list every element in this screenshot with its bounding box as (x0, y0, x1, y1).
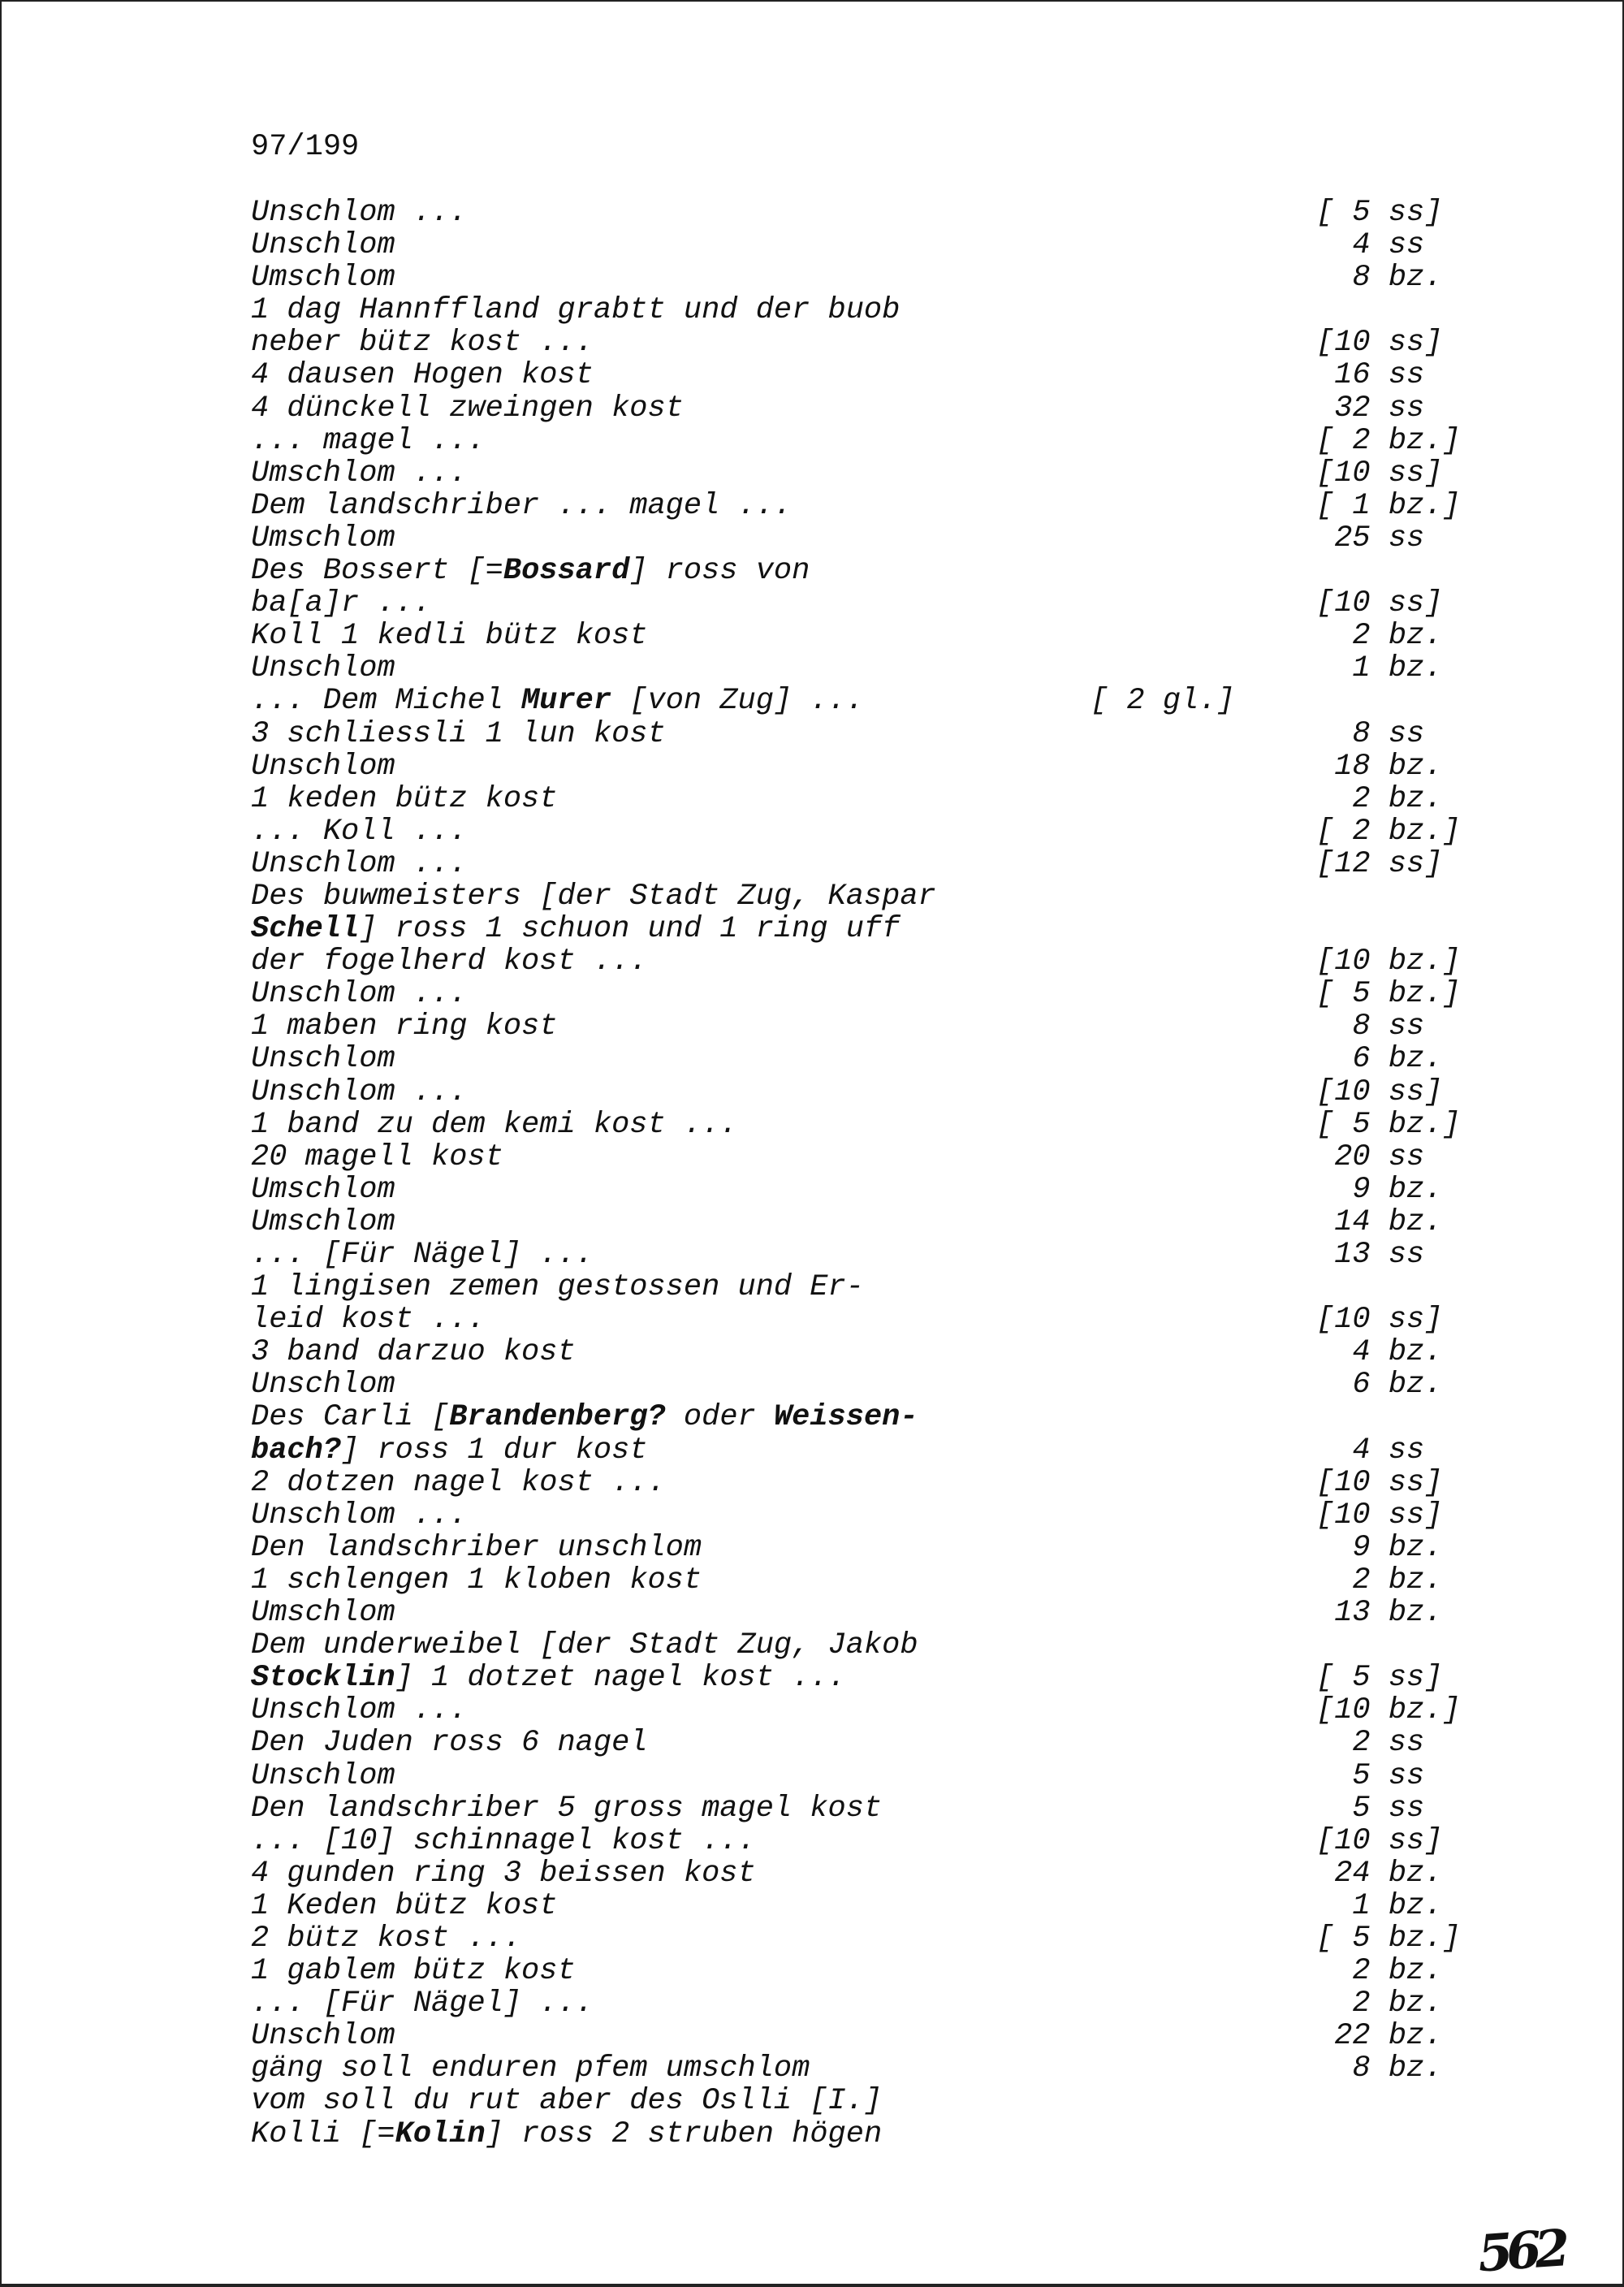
entry-line (251, 1597, 1591, 1629)
entry-amount: 8 ss (1316, 716, 1425, 751)
entry-text: der fogelherd kost ... (251, 945, 648, 979)
entry-description (251, 1433, 648, 1468)
entry-description (251, 684, 864, 718)
entry-description (251, 586, 431, 620)
entry-line (251, 1987, 1591, 2020)
entry-description (251, 521, 395, 556)
entry-line (251, 262, 1591, 294)
entry-amount: 5 ss (1316, 1791, 1425, 1826)
entry-text: ... [Für Nägel] ... (251, 1987, 594, 2021)
entry-line (251, 1857, 1591, 1890)
entry-text: 1 maben ring kost (251, 1009, 558, 1044)
entry-line (251, 848, 1591, 880)
entry-line (251, 1043, 1591, 1075)
entry-line (251, 718, 1591, 750)
entry-description (251, 1531, 702, 1565)
entry-description (251, 717, 666, 751)
entry-amount: 4 ss (1316, 1433, 1425, 1468)
entry-text: neber bütz kost ... (251, 326, 594, 361)
entry-description (251, 1498, 467, 1533)
entry-amount: 1 bz. (1316, 1888, 1443, 1923)
entry-description (251, 261, 395, 295)
entry-text: ] ross von (629, 554, 810, 589)
entry-text: 3 schliessli 1 lun kost (251, 716, 666, 751)
entry-description (251, 2051, 810, 2086)
entry-amount: [10 ss] (1316, 326, 1443, 361)
entry-description (251, 489, 792, 523)
editorial-name-bold: Schell (251, 912, 360, 947)
entry-text: Des buwmeisters [der Stadt Zug, Kaspar (251, 879, 936, 914)
entry-description (251, 880, 936, 914)
entry-amount: 5 ss (1316, 1758, 1425, 1793)
entry-amount-gulden: [ 2 gl.] (1091, 684, 1235, 719)
entry-text: Umschlom (251, 521, 395, 556)
entry-text: ] ross 1 dur kost (341, 1433, 648, 1468)
entry-amount: [ 2 bz.] (1316, 814, 1461, 849)
entry-text: Unschlom ... (251, 846, 468, 881)
entry-line (251, 1760, 1591, 1792)
entry-amount: [10 bz.] (1316, 1693, 1461, 1728)
entry-line (251, 587, 1591, 620)
editorial-name-bold: Bossard (503, 554, 630, 589)
entry-line (251, 1336, 1591, 1368)
entry-amount: [10 ss] (1316, 456, 1443, 491)
entry-description (251, 1889, 557, 1923)
entry-amount: 2 bz. (1316, 1987, 1443, 2021)
entry-line (251, 1922, 1591, 1955)
entry-line (251, 359, 1591, 391)
entry-amount: 18 bz. (1316, 749, 1443, 784)
entry-description (251, 1075, 467, 1109)
entry-amount: [10 ss] (1316, 1498, 1443, 1533)
entry-line (251, 229, 1591, 262)
entry-text: Den landschriber 5 gross magel kost (251, 1791, 883, 1826)
entry-line (251, 1564, 1591, 1597)
entry-text: Umschlom ... (251, 456, 468, 491)
entry-description (251, 2084, 882, 2118)
entry-line (251, 2085, 1591, 2117)
entry-description (251, 651, 395, 685)
entry-description (251, 750, 395, 784)
entry-amount: [10 bz.] (1316, 945, 1461, 979)
entry-description (251, 619, 647, 653)
entry-line (251, 1401, 1591, 1433)
entry-line (251, 490, 1591, 522)
entry-text: oder (665, 1400, 774, 1435)
entry-line (251, 197, 1591, 229)
entry-line (251, 425, 1591, 457)
entry-description (251, 1042, 395, 1076)
entry-line (251, 880, 1591, 913)
entry-text: 1 keden bütz kost (251, 781, 558, 816)
entry-text: Unschlom ... (251, 1074, 468, 1109)
entry-description (251, 1335, 576, 1369)
entry-amount: [10 ss] (1316, 1303, 1443, 1338)
entry-text: Unschlom ... (251, 977, 468, 1012)
entry-amount: [ 1 bz.] (1316, 488, 1461, 523)
entry-text: Unschlom (251, 2019, 395, 2054)
entry-line (251, 294, 1591, 326)
entry-text: ... Dem Michel (251, 684, 522, 719)
entry-line (251, 652, 1591, 685)
entry-description (251, 1857, 756, 1891)
entry-amount: [ 5 bz.] (1316, 977, 1461, 1012)
entry-amount: 9 bz. (1316, 1172, 1443, 1207)
entry-text: Des Carli [ (251, 1400, 450, 1435)
entry-description (251, 1205, 395, 1239)
entry-line (251, 1109, 1591, 1141)
entry-amount: 4 ss (1316, 228, 1425, 263)
entry-description (251, 1400, 918, 1434)
entry-amount: 8 ss (1316, 1009, 1425, 1044)
entry-amount: 2 bz. (1316, 619, 1443, 654)
entry-description (251, 196, 467, 230)
entry-amount: [ 2 bz.] (1316, 423, 1461, 458)
entry-text: Umschlom (251, 1204, 395, 1239)
entry-line (251, 783, 1591, 815)
account-entries (251, 197, 1591, 2151)
entry-description (251, 1466, 666, 1500)
editorial-name-bold: Brandenberg? (449, 1400, 666, 1435)
entry-text: 4 gunden ring 3 beissen kost (251, 1856, 756, 1891)
entry-line (251, 2052, 1591, 2085)
entry-line (251, 1662, 1591, 1694)
entry-text: ... [Für Nägel] ... (251, 1238, 594, 1272)
entry-line (251, 326, 1591, 359)
entry-line (251, 1076, 1591, 1109)
entry-description (251, 456, 467, 491)
entry-text: 1 gablem bütz kost (251, 1954, 576, 1989)
entry-amount: 2 ss (1316, 1726, 1425, 1761)
entry-line (251, 522, 1591, 555)
entry-description (251, 1303, 486, 1337)
entry-amount: [10 ss] (1316, 1074, 1443, 1109)
entry-description (251, 1368, 395, 1402)
entry-amount: 14 bz. (1316, 1204, 1443, 1239)
entry-text: 1 lingisen zemen gestossen und Er- (251, 1270, 864, 1305)
entry-text: 3 band darzuo kost (251, 1335, 576, 1370)
entry-amount: 16 ss (1316, 358, 1425, 393)
entry-amount: 1 bz. (1316, 651, 1443, 686)
entry-text: Unschlom ... (251, 196, 468, 230)
entry-description (251, 1792, 882, 1826)
entry-line (251, 1206, 1591, 1239)
entry-description (251, 1140, 503, 1174)
entry-description (251, 554, 810, 588)
entry-line (251, 913, 1591, 945)
entry-description (251, 1628, 918, 1662)
entry-line (251, 1890, 1591, 1922)
entry-amount: 20 ss (1316, 1139, 1425, 1174)
entry-line (251, 1010, 1591, 1043)
entry-line (251, 1629, 1591, 1662)
entry-description (251, 2117, 882, 2151)
entry-line (251, 978, 1591, 1010)
entry-description (251, 228, 395, 262)
entry-text: Unschlom ... (251, 1498, 468, 1533)
entry-text: gäng soll enduren pfem umschlom (251, 2051, 810, 2086)
entry-description (251, 1661, 846, 1695)
entry-text: [von Zug] ... (611, 684, 864, 719)
entry-amount: 2 bz. (1316, 1954, 1443, 1989)
entry-line (251, 1955, 1591, 1987)
entry-text: 2 bütz kost ... (251, 1921, 522, 1956)
editorial-name-bold: Murer (521, 684, 612, 719)
entry-line (251, 685, 1591, 717)
entry-text: Unschlom (251, 1042, 395, 1077)
entry-description (251, 326, 594, 360)
entry-amount: [12 ss] (1316, 846, 1443, 881)
entry-amount: [10 ss] (1316, 586, 1443, 621)
entry-amount: 8 bz. (1316, 2051, 1443, 2086)
entry-line (251, 945, 1591, 978)
entry-text: Kolli [= (251, 2116, 395, 2151)
entry-description (251, 1954, 576, 1988)
entry-line (251, 815, 1591, 848)
entry-amount: 2 bz. (1316, 781, 1443, 816)
entry-description (251, 1270, 864, 1304)
entry-text: ... Koll ... (251, 814, 468, 849)
entry-text: Umschlom (251, 1172, 395, 1207)
entry-description (251, 1596, 395, 1630)
entry-line (251, 750, 1591, 783)
entry-description (251, 1108, 738, 1142)
entry-description (251, 1693, 467, 1727)
entry-description (251, 912, 900, 946)
entry-description (251, 2019, 395, 2053)
entry-line (251, 1825, 1591, 1857)
entry-description (251, 358, 594, 392)
entry-description (251, 1987, 594, 2021)
entry-description (251, 977, 467, 1011)
entry-text: 20 magell kost (251, 1139, 503, 1174)
entry-description (251, 424, 486, 458)
entry-description (251, 1238, 594, 1272)
entry-amount: 6 bz. (1316, 1042, 1443, 1077)
entry-amount: 25 ss (1316, 521, 1425, 556)
entry-amount: 6 bz. (1316, 1368, 1443, 1403)
entry-line (251, 1141, 1591, 1174)
entry-description (251, 1563, 702, 1597)
entry-text: ] ross 2 struben högen (485, 2116, 883, 2151)
page-reference: 97/199 (251, 130, 360, 164)
entry-text: Koll 1 kedli bütz kost (251, 619, 648, 654)
entry-line (251, 1271, 1591, 1303)
entry-text: Den Juden ross 6 nagel (251, 1726, 648, 1761)
entry-text: 1 schlengen 1 kloben kost (251, 1563, 702, 1597)
entry-line (251, 2118, 1591, 2151)
entry-line (251, 1532, 1591, 1564)
entry-text: 1 dag Hannffland grabtt und der buob (251, 293, 901, 328)
entry-amount: 4 bz. (1316, 1335, 1443, 1370)
entry-line (251, 1467, 1591, 1499)
entry-description (251, 1922, 521, 1956)
entry-text: Unschlom (251, 749, 395, 784)
entry-description (251, 1009, 557, 1044)
editorial-name-bold: bach? (251, 1433, 342, 1468)
entry-text: leid kost ... (251, 1303, 486, 1338)
entry-text: Unschlom ... (251, 1693, 468, 1728)
entry-text: Des Bossert [= (251, 554, 503, 589)
entry-description (251, 782, 557, 816)
entry-text: Umschlom (251, 261, 395, 296)
entry-line (251, 1727, 1591, 1759)
entry-amount: [ 5 ss] (1316, 1661, 1443, 1696)
entry-text: Den landschriber unschlom (251, 1530, 702, 1565)
entry-description (251, 1824, 756, 1858)
entry-line (251, 1368, 1591, 1401)
entry-amount: 32 ss (1316, 391, 1425, 426)
entry-text: 4 dünckell zweingen kost (251, 391, 684, 426)
entry-line (251, 1303, 1591, 1336)
entry-description (251, 1759, 395, 1793)
entry-text: 2 dotzen nagel kost ... (251, 1465, 666, 1500)
entry-description (251, 815, 467, 849)
entry-text: ba[a]r ... (251, 586, 432, 621)
entry-amount: 9 bz. (1316, 1530, 1443, 1565)
handwritten-folio-number: 562 (1475, 2218, 1566, 2284)
entry-text: ] ross 1 schuon und 1 ring uff (359, 912, 901, 947)
entry-text: Dem underweibel [der Stadt Zug, Jakob (251, 1628, 918, 1663)
entry-text: Unschlom (251, 1758, 395, 1793)
entry-line (251, 1174, 1591, 1206)
entry-line (251, 1792, 1591, 1825)
entry-text: 1 Keden bütz kost (251, 1888, 558, 1923)
entry-line (251, 1499, 1591, 1532)
entry-text: 4 dausen Hogen kost (251, 358, 594, 393)
entry-text: Unschlom (251, 651, 395, 686)
editorial-name-bold: Stocklin (251, 1661, 395, 1696)
entry-text: ] 1 dotzet nagel kost ... (395, 1661, 846, 1696)
entry-description (251, 391, 684, 426)
entry-text: 1 band zu dem kemi kost ... (251, 1107, 738, 1142)
entry-line (251, 1694, 1591, 1727)
entry-description (251, 1726, 647, 1760)
editorial-name-bold: Weissen- (773, 1400, 918, 1435)
entry-text: Unschlom (251, 228, 395, 263)
editorial-name-bold: Kolin (395, 2116, 486, 2151)
entry-line (251, 392, 1591, 425)
entry-description (251, 293, 900, 327)
entry-text: ... [10] schinnagel kost ... (251, 1823, 756, 1858)
entry-amount: [10 ss] (1316, 1823, 1443, 1858)
entry-line (251, 1239, 1591, 1271)
entry-amount: 13 ss (1316, 1238, 1425, 1272)
entry-line (251, 620, 1591, 652)
entry-amount: 24 bz. (1316, 1856, 1443, 1891)
entry-text: Unschlom (251, 1368, 395, 1403)
entry-amount: 13 bz. (1316, 1596, 1443, 1631)
entry-amount: 2 bz. (1316, 1563, 1443, 1597)
entry-line (251, 1434, 1591, 1467)
entry-line (251, 555, 1591, 587)
entry-amount: 8 bz. (1316, 261, 1443, 296)
entry-amount: [10 ss] (1316, 1465, 1443, 1500)
entry-text: Dem landschriber ... magel ... (251, 488, 793, 523)
entry-amount: 22 bz. (1316, 2019, 1443, 2054)
entry-line (251, 2020, 1591, 2052)
entry-text: ... magel ... (251, 423, 486, 458)
entry-description (251, 847, 467, 881)
entry-amount: [ 5 ss] (1316, 196, 1443, 230)
entry-text: Umschlom (251, 1596, 395, 1631)
entry-text: vom soll du rut aber des Oslli [I.] (251, 2084, 883, 2119)
entry-amount: [ 5 bz.] (1316, 1107, 1461, 1142)
entry-description (251, 945, 647, 979)
entry-description (251, 1173, 395, 1207)
entry-line (251, 457, 1591, 490)
entry-amount: [ 5 bz.] (1316, 1921, 1461, 1956)
